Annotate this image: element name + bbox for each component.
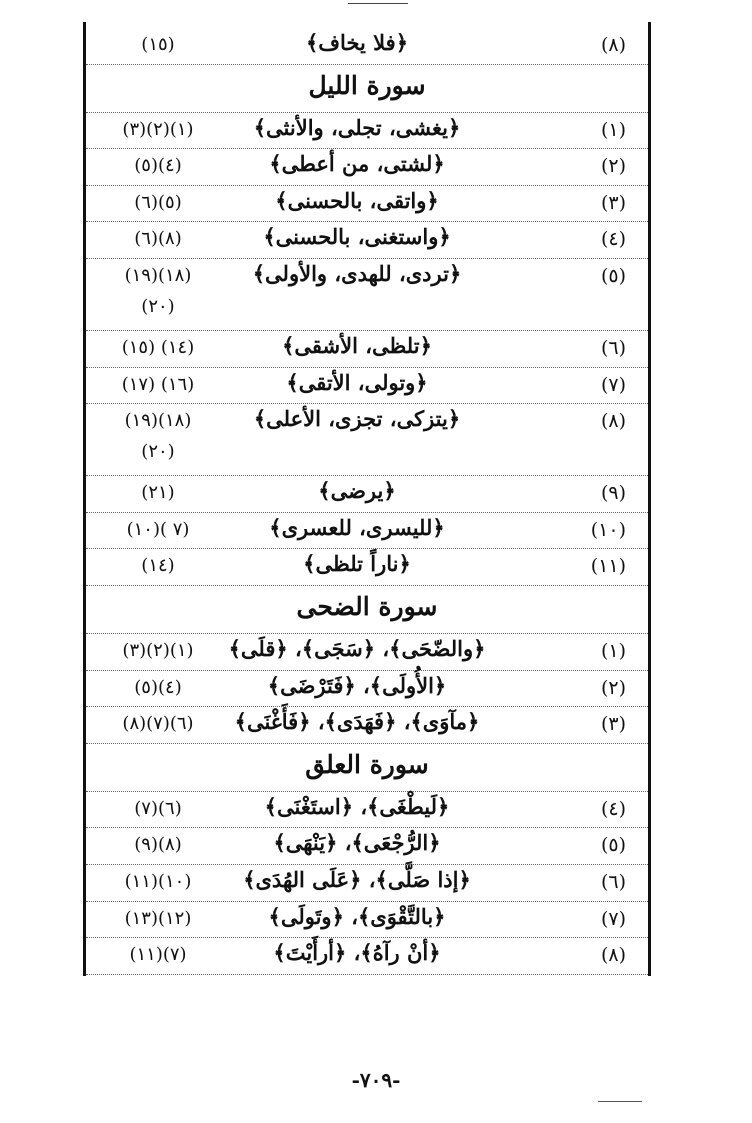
bottom-rule (598, 1101, 642, 1102)
table-row (86, 549, 648, 586)
verse-words: ﴿تلظى، الأشقى﴾ (282, 332, 432, 358)
reference-numbers: (٥)(٦) (134, 191, 182, 213)
reference-numbers: (٧)(١١) (129, 944, 187, 966)
reference-cell (98, 192, 218, 213)
surah-heading-row (86, 65, 648, 113)
table-row (86, 902, 648, 939)
table-row (86, 938, 648, 975)
reference-cell (98, 871, 218, 892)
reference-numbers: (١)(٢)(٣) (122, 639, 194, 661)
reference-numbers: (٧ )(١٠) (126, 518, 190, 540)
table-row (86, 828, 648, 865)
verse-number: (٣) (600, 191, 626, 214)
reference-numbers: (١٤) (١٥) (121, 336, 195, 358)
table-row (86, 404, 648, 476)
reference-numbers: (٨)(٦) (134, 228, 182, 250)
reference-numbers: (١٦) (١٧) (121, 373, 195, 395)
table-row (86, 634, 648, 671)
verse-words: ﴿تردى، للهدى، والأولى﴾ (252, 260, 462, 286)
reference-cell (98, 155, 218, 176)
verse-words: ﴿وتولى، الأتقى﴾ (286, 369, 428, 395)
reference-cell (98, 677, 218, 698)
reference-numbers: (٢٠) (141, 295, 175, 317)
verse-number: (٢) (600, 155, 626, 178)
reference-cell (98, 944, 218, 965)
verse-words: ﴿ناراً تلظى﴾ (303, 551, 411, 577)
reference-numbers: (٦)(٧)(٨) (122, 713, 194, 735)
verse-number: (٤) (600, 797, 626, 820)
reference-cell (98, 519, 218, 540)
verse-number: (٣) (600, 713, 626, 736)
verse-number: (٧) (600, 373, 626, 396)
verse-number: (١١) (590, 555, 626, 578)
verse-words: ﴿فلا يخاف﴾ (305, 30, 409, 55)
verse-number: (٥) (600, 264, 626, 287)
verse-number: (٨) (600, 944, 626, 967)
reference-cell (98, 34, 218, 55)
reference-cell (98, 374, 218, 395)
verse-words: ﴿يغشى، تجلى، والأنثى﴾ (253, 114, 461, 140)
table-row (86, 186, 648, 223)
reference-numbers: (٦)(٧) (134, 797, 182, 819)
surah-heading: سورة العلق (305, 749, 429, 779)
table-row (86, 792, 648, 829)
reference-numbers: (١)(٢)(٣) (122, 118, 194, 140)
reference-numbers: (٤)(٥) (134, 155, 182, 177)
table-row (86, 865, 648, 902)
surah-heading-row (86, 586, 648, 634)
verse-words: ﴿واتقى، بالحسنى﴾ (275, 187, 439, 213)
reference-numbers: (٨)(٩) (134, 834, 182, 856)
verse-number: (٢) (600, 676, 626, 699)
reference-cell (98, 555, 218, 576)
verse-number: (١٠) (590, 518, 626, 541)
reference-cell (98, 410, 218, 462)
verse-words: ﴿بالتَّقْوَى﴾، ﴿وتَولَى﴾ (268, 903, 446, 929)
table-row (86, 331, 648, 368)
table-row (86, 113, 648, 150)
table-row (86, 476, 648, 513)
verse-words: ﴿مآوَى﴾، ﴿فَهَدَى﴾، ﴿فَأَغْنَى﴾ (234, 709, 480, 735)
reference-cell (98, 119, 218, 140)
verse-number: (٨) (600, 34, 626, 56)
verse-number: (١) (600, 118, 626, 141)
surah-heading: سورة الليل (308, 70, 426, 100)
reference-cell (98, 798, 218, 819)
reference-numbers: (١٠)(١١) (124, 870, 192, 892)
verse-number: (٥) (600, 834, 626, 857)
verse-number: (٨) (600, 410, 626, 433)
reference-cell (98, 640, 218, 661)
verse-words: ﴿لليسرى، للعسرى﴾ (269, 514, 445, 540)
verse-words: ﴿إذا صَلَّى﴾، ﴿عَلَى الهُدَى﴾ (243, 866, 471, 892)
verse-words: ﴿والضّحَى﴾، ﴿سَجَى﴾، ﴿قلَى﴾ (228, 635, 486, 661)
table-row (86, 222, 648, 259)
reference-cell (98, 228, 218, 249)
table-row (86, 259, 648, 331)
verse-number: (١) (600, 639, 626, 662)
reference-cell (98, 337, 218, 358)
reference-numbers: (٢٠) (141, 441, 175, 463)
verse-words: ﴿يتزكى، تجزى، الأعلى﴾ (253, 406, 461, 432)
index-table (86, 28, 648, 975)
table-row (86, 149, 648, 186)
reference-cell (98, 482, 218, 503)
reference-numbers: (١٤) (141, 555, 175, 577)
reference-cell (98, 265, 218, 317)
reference-numbers: (٢١) (141, 482, 175, 504)
verse-words: ﴿واستغنى، بالحسنى﴾ (263, 224, 451, 250)
verse-number: (٧) (600, 907, 626, 930)
reference-numbers: (١٢)(١٣) (124, 907, 192, 929)
reference-cell (98, 834, 218, 855)
verse-number: (٩) (600, 482, 626, 505)
reference-cell (98, 908, 218, 929)
verse-words: ﴿أنْ رآهُ﴾، ﴿أرأَيْتَ﴾ (273, 940, 441, 966)
verse-number: (٤) (600, 228, 626, 251)
verse-number: (٦) (600, 336, 626, 359)
reference-cell (98, 713, 218, 734)
surah-heading-row (86, 744, 648, 792)
table-row (86, 513, 648, 550)
verse-words: ﴿لَيطْغَى﴾، ﴿استَغْنَى﴾ (264, 793, 450, 819)
verse-words: ﴿الأُولَى﴾، ﴿فَتَرْضَى﴾ (267, 672, 447, 698)
verse-number: (٦) (600, 870, 626, 893)
reference-numbers: (٤)(٥) (134, 676, 182, 698)
verse-words: ﴿يرضى﴾ (318, 478, 396, 504)
verse-words: ﴿الرُّجْعَى﴾، ﴿يَنْهَى﴾ (273, 830, 441, 856)
reference-numbers: (١٥) (141, 34, 175, 55)
table-row (86, 671, 648, 708)
verse-words: ﴿لشتى، من أعطى﴾ (269, 151, 445, 177)
table-row (86, 707, 648, 744)
table-row (86, 28, 648, 65)
reference-numbers: (١٨)(١٩) (124, 264, 192, 286)
top-rule (348, 3, 408, 4)
surah-heading: سورة الضحى (296, 591, 438, 621)
reference-numbers: (١٨)(١٩) (124, 410, 192, 432)
page-number: -٧٠٩- (351, 1068, 401, 1092)
table-row (86, 368, 648, 405)
